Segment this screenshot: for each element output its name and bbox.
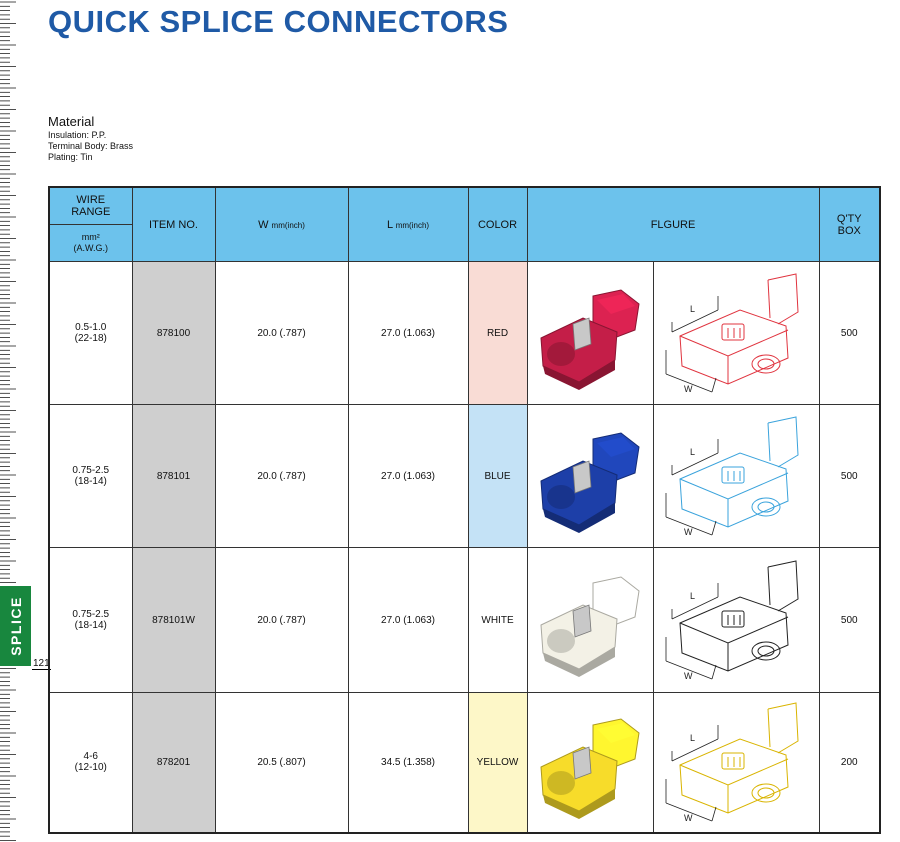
header-range-label: RANGE bbox=[71, 206, 111, 218]
l-cell: 27.0 (1.063) bbox=[348, 262, 468, 405]
page-title: QUICK SPLICE CONNECTORS bbox=[48, 4, 509, 39]
header-figure: FLGURE bbox=[527, 187, 819, 262]
dimension-drawing bbox=[653, 262, 819, 405]
item-no-cell: 878101W bbox=[132, 548, 215, 693]
range-value: 0.75-2.5 bbox=[72, 609, 110, 620]
color-cell: YELLOW bbox=[468, 693, 527, 833]
header-w bbox=[215, 187, 348, 262]
header-mm-unit: mm² bbox=[81, 232, 100, 242]
awg-value: (12-10) bbox=[74, 762, 107, 774]
header-w-label: W bbox=[258, 218, 269, 231]
qty-cell: 500 bbox=[819, 405, 880, 548]
material-insulation: Insulation: P.P. bbox=[48, 130, 107, 140]
dimension-l-label: L bbox=[690, 591, 696, 601]
table-row bbox=[49, 262, 880, 405]
awg-value: (18-14) bbox=[74, 620, 107, 631]
dimension-l-label: L bbox=[690, 304, 696, 314]
wire-range-cell bbox=[49, 262, 132, 405]
awg-value: (22-18) bbox=[74, 333, 107, 344]
side-tab-label: SPLICE bbox=[7, 596, 24, 656]
product-photo bbox=[527, 405, 653, 548]
range-value: 0.75-2.5 bbox=[72, 465, 110, 476]
table-row bbox=[49, 693, 880, 833]
table-row bbox=[49, 548, 880, 693]
l-cell: 27.0 (1.063) bbox=[348, 548, 468, 693]
wire-range-cell bbox=[49, 548, 132, 693]
header-wire-range bbox=[49, 187, 132, 262]
header-row bbox=[49, 187, 880, 262]
table-row bbox=[49, 405, 880, 548]
material-terminal-body: Terminal Body: Brass bbox=[48, 141, 134, 151]
header-box-label: BOX bbox=[837, 224, 861, 237]
dimension-drawing bbox=[653, 405, 819, 548]
item-no-cell: 878201 bbox=[132, 693, 215, 833]
product-photo bbox=[527, 693, 653, 833]
w-cell: 20.0 (.787) bbox=[215, 405, 348, 548]
wire-range-cell bbox=[49, 405, 132, 548]
w-cell: 20.5 (.807) bbox=[215, 693, 348, 833]
dimension-l-label: L bbox=[690, 733, 696, 744]
dimension-drawing bbox=[653, 548, 819, 693]
page-edge-ruler bbox=[0, 0, 30, 842]
header-l-unit: mm(inch) bbox=[395, 220, 430, 230]
dimension-w-label: W bbox=[684, 384, 693, 394]
material-heading: Material bbox=[48, 114, 95, 129]
page-number: 121 bbox=[33, 658, 50, 669]
qty-cell: 500 bbox=[819, 548, 880, 693]
range-value: 4-6 bbox=[83, 751, 98, 763]
header-qty bbox=[819, 187, 880, 262]
material-section bbox=[48, 114, 133, 163]
dimension-w-label: W bbox=[684, 671, 693, 681]
w-cell: 20.0 (.787) bbox=[215, 548, 348, 693]
item-no-cell: 878100 bbox=[132, 262, 215, 405]
product-photo bbox=[527, 548, 653, 693]
dimension-w-label: W bbox=[684, 813, 693, 824]
header-w-unit: mm(inch) bbox=[271, 220, 305, 230]
l-cell: 27.0 (1.063) bbox=[348, 405, 468, 548]
w-cell: 20.0 (.787) bbox=[215, 262, 348, 405]
l-cell: 34.5 (1.358) bbox=[348, 693, 468, 833]
header-wire-label: WIRE bbox=[76, 194, 106, 206]
color-cell: RED bbox=[468, 262, 527, 405]
header-color: COLOR bbox=[468, 187, 527, 262]
material-plating: Plating: Tin bbox=[48, 152, 93, 162]
header-item-no: ITEM NO. bbox=[132, 187, 215, 262]
header-l bbox=[348, 187, 468, 262]
qty-cell: 200 bbox=[819, 693, 880, 833]
header-l-label: L bbox=[386, 218, 393, 231]
spec-table bbox=[48, 186, 881, 834]
qty-cell: 500 bbox=[819, 262, 880, 405]
item-no-cell: 878101 bbox=[132, 405, 215, 548]
header-awg-unit: (A.W.G.) bbox=[73, 243, 108, 253]
dimension-w-label: W bbox=[684, 527, 693, 537]
color-cell: WHITE bbox=[468, 548, 527, 693]
wire-range-cell bbox=[49, 693, 132, 833]
product-photo bbox=[527, 262, 653, 405]
dimension-drawing bbox=[653, 693, 819, 833]
side-tab-splice bbox=[0, 586, 31, 666]
awg-value: (18-14) bbox=[74, 476, 107, 487]
color-cell: BLUE bbox=[468, 405, 527, 548]
range-value: 0.5-1.0 bbox=[75, 322, 107, 333]
dimension-l-label: L bbox=[690, 447, 696, 457]
header-qty-label: Q'TY bbox=[836, 212, 862, 225]
